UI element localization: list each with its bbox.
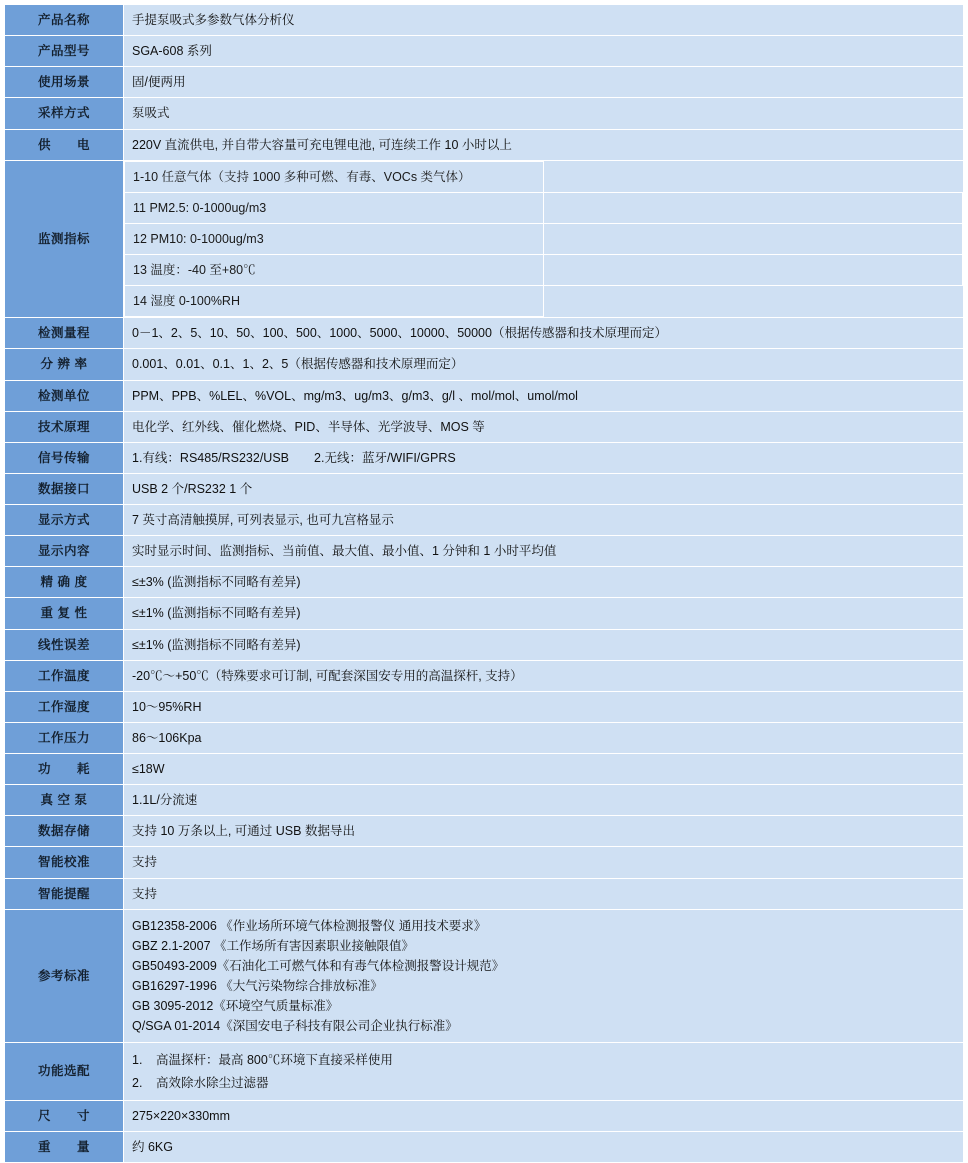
- row-label: 工作压力: [5, 722, 124, 753]
- option-number: 1.: [132, 1053, 143, 1068]
- table-row: [5, 473, 964, 504]
- row-label: 工作湿度: [5, 691, 124, 722]
- row-value: 7 英寸高清触摸屏, 可列表显示, 也可九宫格显示: [124, 505, 964, 536]
- table-row-options: [5, 1043, 964, 1100]
- monitor-items-cell: [124, 160, 964, 318]
- monitor-item-spacer: [544, 223, 963, 254]
- row-value: 86～106Kpa: [124, 722, 964, 753]
- row-value: USB 2 个/RS232 1 个: [124, 473, 964, 504]
- row-value: ≤18W: [124, 754, 964, 785]
- table-row: [5, 660, 964, 691]
- row-value: -20℃～+50℃（特殊要求可订制, 可配套深国安专用的高温探杆, 支持）: [124, 660, 964, 691]
- table-row-monitor-items: [5, 160, 964, 318]
- monitor-items-table: [124, 161, 963, 318]
- row-value: 0－1、2、5、10、50、100、500、1000、5000、10000、50000（根据传感器和技术原理而定）: [124, 318, 964, 349]
- row-value: 220V 直流供电, 并自带大容量可充电锂电池, 可连续工作 10 小时以上: [124, 129, 964, 160]
- row-value: 固/便两用: [124, 67, 964, 98]
- options-list: [124, 1043, 964, 1100]
- row-value: ≤±1% (监测指标不同略有差异): [124, 598, 964, 629]
- row-value: 实时显示时间、监测指标、当前值、最大值、最小值、1 分钟和 1 小时平均值: [124, 536, 964, 567]
- table-row: [5, 629, 964, 660]
- table-row: [5, 380, 964, 411]
- standard-item: GB16297-1996 《大气污染物综合排放标准》: [132, 979, 383, 993]
- standard-item: GB12358-2006 《作业场所环境气体检测报警仪 通用技术要求》: [132, 918, 487, 933]
- monitor-item-row: [125, 223, 963, 254]
- row-value: 手提泵吸式多参数气体分析仪: [124, 5, 964, 36]
- monitor-item-text: 11 PM2.5: 0-1000ug/m3: [125, 192, 544, 223]
- monitor-item-row: [125, 255, 963, 286]
- table-row: [5, 129, 964, 160]
- row-value: 0.001、0.01、0.1、1、2、5（根据传感器和技术原理而定）: [124, 349, 964, 380]
- row-label: 功 耗: [5, 754, 124, 785]
- row-value: PPM、PPB、%LEL、%VOL、mg/m3、ug/m3、g/m3、g/l 、mol/mol、umol/mol: [124, 380, 964, 411]
- row-label: 尺 寸: [5, 1100, 124, 1131]
- row-value: ≤±3% (监测指标不同略有差异): [124, 567, 964, 598]
- row-label: 精 确 度: [5, 567, 124, 598]
- standard-item: GBZ 2.1-2007 《工作场所有害因素职业接触限值》: [132, 938, 414, 953]
- table-row: [5, 816, 964, 847]
- standard-item: GB50493-2009《石油化工可燃气体和有毒气体检测报警设计规范》: [132, 958, 505, 973]
- standards-list: [124, 909, 964, 1043]
- standard-item: Q/SGA 01-2014《深国安电子科技有限公司企业执行标准》: [132, 1019, 458, 1034]
- row-label: 重 量: [5, 1131, 124, 1162]
- monitor-item-spacer: [544, 255, 963, 286]
- row-label: 检测单位: [5, 380, 124, 411]
- table-row: [5, 505, 964, 536]
- row-label: 信号传输: [5, 442, 124, 473]
- row-label: 重 复 性: [5, 598, 124, 629]
- row-value: 支持 10 万条以上, 可通过 USB 数据导出: [124, 816, 964, 847]
- row-value: 支持: [124, 878, 964, 909]
- row-label: 智能提醒: [5, 878, 124, 909]
- row-value: SGA-608 系列: [124, 36, 964, 67]
- row-label: 数据存储: [5, 816, 124, 847]
- row-label: 线性误差: [5, 629, 124, 660]
- table-row: [5, 36, 964, 67]
- product-spec-table: [4, 4, 964, 1163]
- table-row: [5, 754, 964, 785]
- monitor-item-text: 1-10 任意气体（支持 1000 多种可燃、有毒、VOCs 类气体）: [125, 161, 544, 192]
- monitor-item-row: [125, 161, 963, 192]
- row-value: 1.1L/分流速: [124, 785, 964, 816]
- row-value: 1.有线：RS485/RS232/USB 2.无线：蓝牙/WIFI/GPRS: [124, 442, 964, 473]
- row-label: 显示内容: [5, 536, 124, 567]
- row-label: 工作温度: [5, 660, 124, 691]
- row-value: 支持: [124, 847, 964, 878]
- table-row: [5, 67, 964, 98]
- table-row: [5, 536, 964, 567]
- monitor-item-text: 14 湿度 0-100%RH: [125, 286, 544, 317]
- monitor-item-spacer: [544, 192, 963, 223]
- monitor-item-text: 13 温度：-40 至+80℃: [125, 255, 544, 286]
- table-row: [5, 567, 964, 598]
- row-label: 分 辨 率: [5, 349, 124, 380]
- row-value: 泵吸式: [124, 98, 964, 129]
- row-label: 智能校准: [5, 847, 124, 878]
- row-label: 使用场景: [5, 67, 124, 98]
- option-text: 高温探杆：最高 800℃环境下直接采样使用: [156, 1053, 393, 1068]
- monitor-item-row: [125, 286, 963, 317]
- row-label: 采样方式: [5, 98, 124, 129]
- table-row: [5, 598, 964, 629]
- row-label: 检测量程: [5, 318, 124, 349]
- option-text: 高效除水除尘过滤器: [156, 1075, 269, 1090]
- table-row: [5, 5, 964, 36]
- row-label: 产品型号: [5, 36, 124, 67]
- table-row: [5, 411, 964, 442]
- table-row: [5, 847, 964, 878]
- table-row: [5, 318, 964, 349]
- table-row: [5, 722, 964, 753]
- standard-item: GB 3095-2012《环境空气质量标准》: [132, 999, 339, 1014]
- table-row-standards: [5, 909, 964, 1043]
- row-value: 约 6KG: [124, 1131, 964, 1162]
- option-item: [132, 1049, 955, 1071]
- row-label: 真 空 泵: [5, 785, 124, 816]
- row-label: 技术原理: [5, 411, 124, 442]
- row-label: 参考标准: [5, 909, 124, 1043]
- row-value: 10～95%RH: [124, 691, 964, 722]
- table-row: [5, 98, 964, 129]
- option-number: 2.: [132, 1075, 143, 1090]
- row-label: 产品名称: [5, 5, 124, 36]
- table-row: [5, 1131, 964, 1162]
- monitor-item-row: [125, 192, 963, 223]
- row-label: 功能选配: [5, 1043, 124, 1100]
- row-label: 显示方式: [5, 505, 124, 536]
- table-row: [5, 442, 964, 473]
- table-row: [5, 785, 964, 816]
- row-label: 监测指标: [5, 160, 124, 318]
- row-label: 供 电: [5, 129, 124, 160]
- table-row: [5, 1100, 964, 1131]
- table-row: [5, 349, 964, 380]
- table-row: [5, 878, 964, 909]
- monitor-item-text: 12 PM10: 0-1000ug/m3: [125, 223, 544, 254]
- row-value: ≤±1% (监测指标不同略有差异): [124, 629, 964, 660]
- row-value: 电化学、红外线、催化燃烧、PID、半导体、光学波导、MOS 等: [124, 411, 964, 442]
- row-value: 275×220×330mm: [124, 1100, 964, 1131]
- row-label: 数据接口: [5, 473, 124, 504]
- option-item: [132, 1072, 955, 1094]
- table-row: [5, 691, 964, 722]
